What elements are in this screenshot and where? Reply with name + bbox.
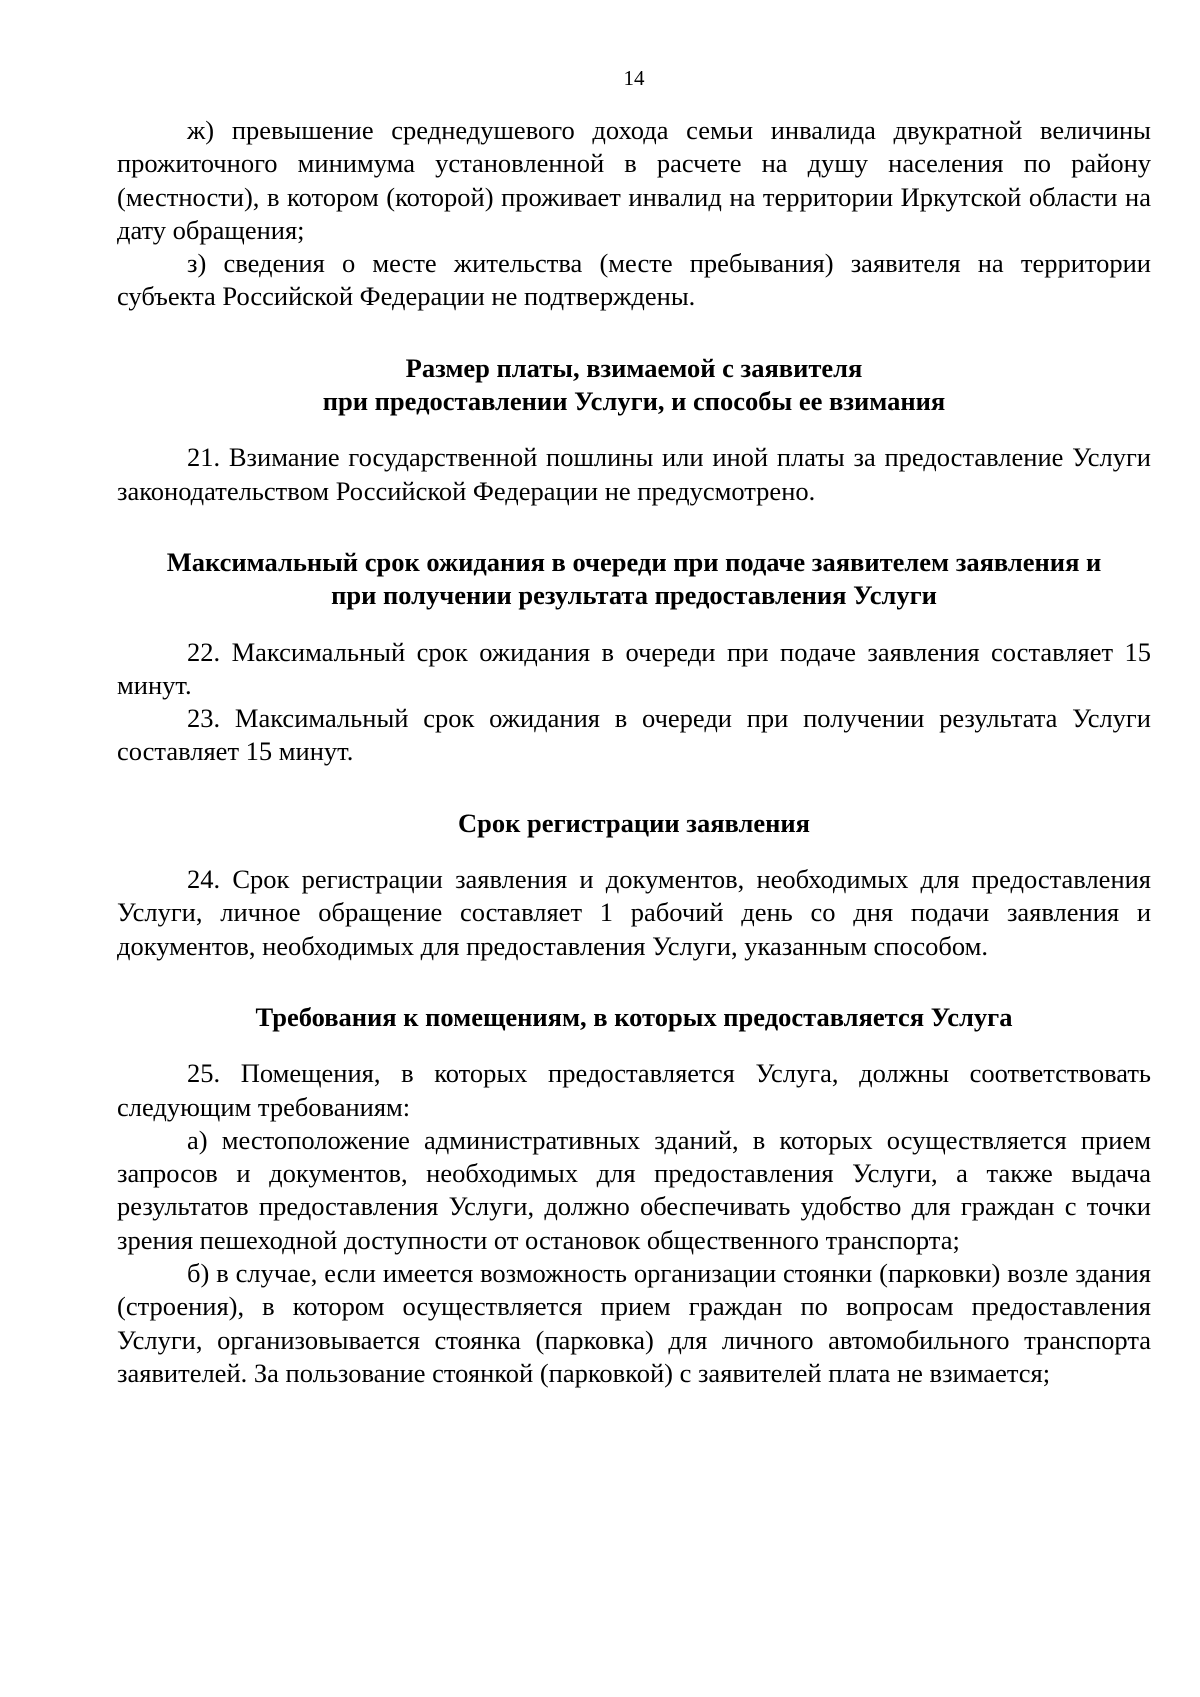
paragraph-21: 21. Взимание государственной пошлины или иной платы за предоставление Услуги законодательством Российской Федерации не предусмотрено. (117, 442, 1151, 506)
heading-waiting-line2: при получении результата предоставления Услуги (331, 580, 937, 611)
paragraph-25: 25. Помещения, в которых предоставляется Услуга, должны соответствовать следующим требованиям: (117, 1058, 1151, 1122)
spacer (117, 418, 1151, 441)
spacer (117, 508, 1151, 546)
heading-payment-line2: при предоставлении Услуги, и способы ее взимания (322, 386, 946, 417)
spacer (117, 769, 1151, 807)
paragraph-zh: ж) превышение среднедушевого дохода семьи инвалида двукратной величины прожиточного минимума установленной в расчете на душу населения по району (местности), в котором (которой) проживает инвалид на территории Иркутской области на дату обращения; (117, 115, 1151, 245)
spacer (117, 613, 1151, 636)
spacer (117, 840, 1151, 863)
page-number: 14 (623, 66, 645, 90)
heading-premises: Требования к помещениям, в которых предоставляется Услуга (255, 1001, 1013, 1032)
paragraph-z: з) сведения о месте жительства (месте пребывания) заявителя на территории субъекта Российской Федерации не подтверждены. (117, 248, 1151, 312)
paragraph-22: 22. Максимальный срок ожидания в очереди при подаче заявления составляет 15 минут. (117, 636, 1151, 700)
spacer (117, 314, 1151, 352)
spacer (117, 1034, 1151, 1057)
spacer (117, 963, 1151, 1001)
paragraph-23: 23. Максимальный срок ожидания в очереди при получении результата Услуги составляет 15 минут. (117, 703, 1151, 767)
paragraph-24: 24. Срок регистрации заявления и документов, необходимых для предоставления Услуги, личное обращение составляет 1 рабочий день со дня подачи заявления и документов, необходимых для предоставления Услуги, указанным способом. (117, 864, 1151, 961)
paragraph-25a: а) местоположение административных зданий, в которых осуществляется прием запросов и документов, необходимых для предоставления Услуги, а также выдача результатов предоставления Услуги, должно обеспечивать удобство для граждан с точки зрения пешеходной доступности от остановок общественного транспорта; (117, 1124, 1151, 1255)
heading-payment-line1: Размер платы, взимаемой с заявителя (405, 352, 863, 383)
heading-waiting-line1: Максимальный срок ожидания в очереди при подаче заявителем заявления и (166, 546, 1102, 577)
document-page (117, 64, 1151, 1390)
paragraph-25b: б) в случае, если имеется возможность организации стоянки (парковки) возле здания (строения), в котором осуществляется прием граждан по вопросам предоставления Услуги, организовывается стоянка (парковка) для личного автомобильного транспорта заявителей. За пользование стоянкой (парковкой) с заявителей плата не взимается; (117, 1258, 1151, 1388)
heading-registration: Срок регистрации заявления (457, 807, 811, 838)
